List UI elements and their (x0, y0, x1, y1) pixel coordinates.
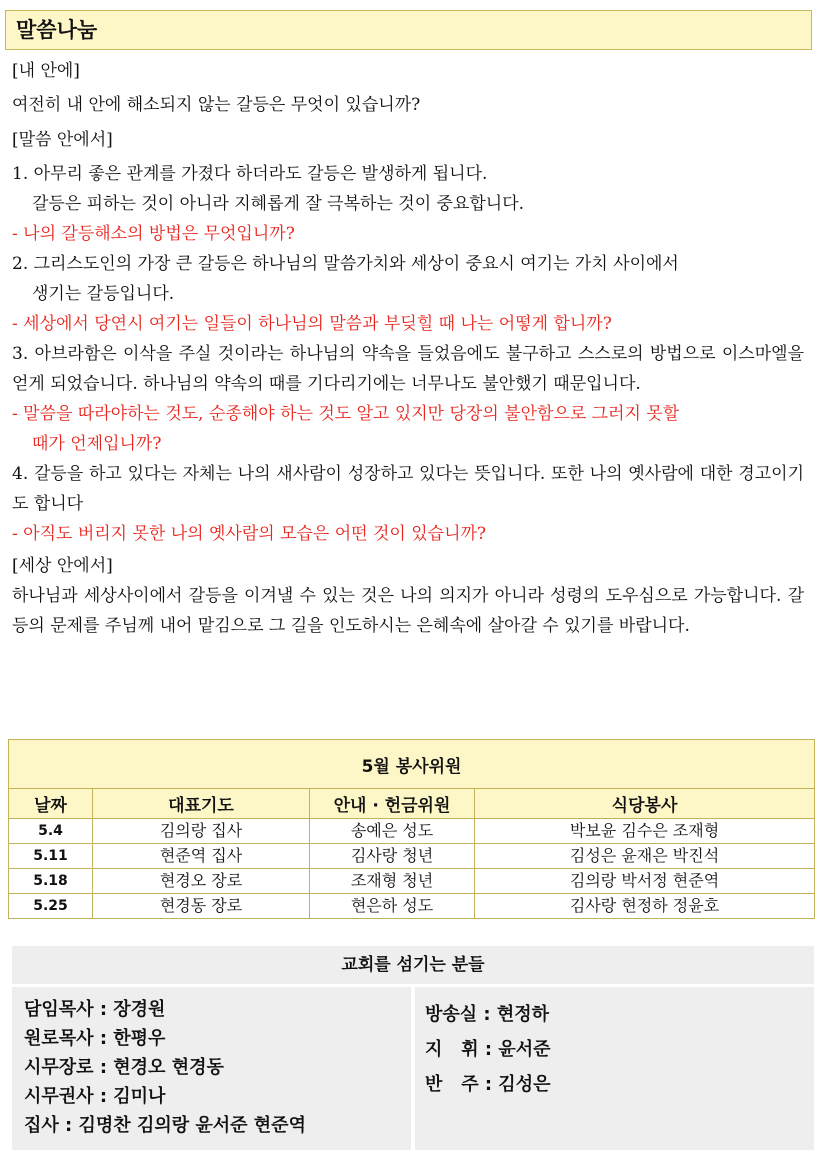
staff-senior-pastor: 담임목사 : 장경원 (24, 999, 166, 1020)
question-1: - 나의 갈등해소의 방법은 무엇입니까? (12, 224, 295, 244)
page-title: 말씀나눔 (5, 10, 812, 50)
row-kitchen: 김의랑 박서정 현준역 (475, 869, 815, 894)
point-1-line-2: 갈등은 피하는 것이 아니라 지혜롭게 잘 극복하는 것이 중요합니다. (32, 194, 525, 214)
question-2: - 세상에서 당연시 여기는 일들이 하나님의 말씀과 부딪힐 때 나는 어떻게 합니까? (12, 314, 612, 334)
section-heading-in-world: [세상 안에서] (12, 556, 113, 576)
question-4: - 아직도 버리지 못한 나의 옛사람의 모습은 어떤 것이 있습니까? (12, 524, 487, 544)
staff-deacons: 집사 : 김명찬 김의랑 윤서준 현준역 (24, 1115, 306, 1136)
header-date: 날짜 (9, 789, 93, 819)
point-2-line-1: 2. 그리스도인의 가장 큰 갈등은 하나님의 말씀가치와 세상이 중요시 여기는 가치 사이에서 (12, 254, 679, 274)
staff-deaconess: 시무권사 : 김미나 (24, 1086, 166, 1107)
row-prayer: 현경동 장로 (93, 894, 310, 919)
row-kitchen: 김성은 윤재은 박진석 (475, 844, 815, 869)
table-row (9, 844, 815, 869)
question-inside-me: 여전히 내 안에 해소되지 않는 갈등은 무엇이 있습니까? (12, 95, 421, 115)
point-4: 4. 갈등을 하고 있다는 자체는 나의 새사람이 성장하고 있다는 뜻입니다. 또한 나의 옛사람에 대한 경고이기도 합니다 (12, 464, 804, 514)
table-row (9, 894, 815, 919)
header-prayer: 대표기도 (93, 789, 310, 819)
service-table-caption: 5월 봉사위원 (9, 740, 815, 789)
row-date: 5.11 (9, 844, 93, 869)
row-usher: 김사랑 청년 (310, 844, 475, 869)
table-row (9, 819, 815, 844)
section-heading-inside-me: [내 안에] (12, 61, 80, 81)
section-heading-in-word: [말씀 안에서] (12, 130, 113, 150)
header-kitchen-service: 식당봉사 (475, 789, 815, 819)
header-usher-offering: 안내 · 헌금위원 (310, 789, 475, 819)
staff-title: 교회를 섬기는 분들 (12, 946, 814, 987)
question-3-line-2: 때가 언제입니까? (32, 434, 162, 454)
church-staff-panel (12, 946, 814, 1150)
question-3-line-1: - 말씀을 따라야하는 것도, 순종해야 하는 것도 알고 있지만 당장의 불안함으로 그러지 못할 (12, 404, 680, 424)
staff-left-column (12, 987, 411, 1150)
row-date: 5.18 (9, 869, 93, 894)
table-row (9, 869, 815, 894)
row-usher: 조재형 청년 (310, 869, 475, 894)
service-committee-table (8, 739, 815, 919)
sermon-content (12, 56, 804, 641)
point-2-line-2: 생기는 갈등입니다. (32, 284, 175, 304)
staff-elders: 시무장로 : 현경오 현경동 (24, 1057, 224, 1078)
staff-right-column (415, 987, 814, 1150)
row-date: 5.4 (9, 819, 93, 844)
staff-broadcast: 방송실 : 현정하 (425, 1004, 550, 1025)
row-usher: 송예은 성도 (310, 819, 475, 844)
staff-emeritus-pastor: 원로목사 : 한평우 (24, 1028, 166, 1049)
staff-conductor: 지 휘 : 윤서준 (425, 1039, 551, 1060)
row-prayer: 현경오 장로 (93, 869, 310, 894)
point-3: 3. 아브라함은 이삭을 주실 것이라는 하나님의 약속을 들었음에도 불구하고 스스로의 방법으로 이스마엘을 얻게 되었습니다. 하나님의 약속의 때를 기다리기에는 너무나도 불안했기 때문입니다. (12, 344, 804, 394)
row-kitchen: 김사랑 현정하 정윤호 (475, 894, 815, 919)
staff-accompanist: 반 주 : 김성은 (425, 1074, 551, 1095)
row-date: 5.25 (9, 894, 93, 919)
in-world-text: 하나님과 세상사이에서 갈등을 이겨낼 수 있는 것은 나의 의지가 아니라 성령의 도우심으로 가능합니다. 갈등의 문제를 주님께 내어 맡김으로 그 길을 인도하시는 은혜속에 살아갈 수 있기를 바랍니다. (12, 586, 804, 636)
row-usher: 현은하 성도 (310, 894, 475, 919)
row-prayer: 현준역 집사 (93, 844, 310, 869)
row-prayer: 김의랑 집사 (93, 819, 310, 844)
point-1-line-1: 1. 아무리 좋은 관계를 가졌다 하더라도 갈등은 발생하게 됩니다. (12, 164, 488, 184)
row-kitchen: 박보윤 김수은 조재형 (475, 819, 815, 844)
